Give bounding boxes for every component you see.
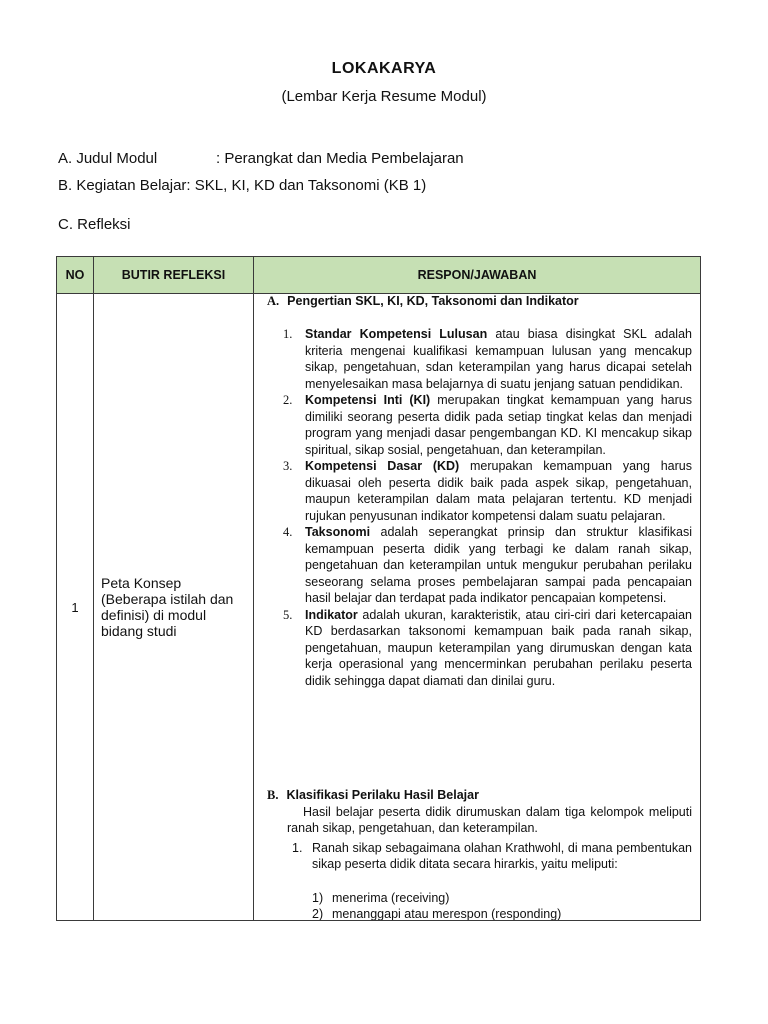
sub-item-number: 1): [312, 891, 324, 905]
list-item: [267, 392, 692, 458]
judul-modul-label: A. Judul Modul: [58, 150, 158, 167]
respon-cell: [254, 294, 701, 921]
header-butir-refleksi: BUTIR REFLEKSI: [94, 257, 254, 294]
judul-modul-value: : Perangkat dan Media Pembelajaran: [216, 150, 464, 167]
kegiatan-belajar-label: B. Kegiatan Belajar: [58, 177, 187, 194]
item-term: Standar Kompetensi Lulusan: [305, 327, 488, 341]
item-term: Indikator: [305, 607, 358, 622]
row-number: 1: [57, 294, 94, 921]
section-b-heading: [267, 788, 479, 803]
section-b-title: Klasifikasi Perilaku Hasil Belajar: [286, 788, 479, 802]
page-subtitle: (Lembar Kerja Resume Modul): [281, 88, 487, 105]
sub-item: [312, 906, 561, 920]
sub-item-text: menanggapi atau merespon (responding): [332, 907, 562, 920]
item-term: Taksonomi: [305, 525, 371, 539]
judul-modul-row: [58, 150, 464, 167]
item-term: Kompetensi Dasar (KD): [305, 459, 460, 473]
section-b-letter: B.: [267, 788, 279, 802]
sub-item-text: menerima (receiving): [332, 891, 450, 905]
list-item: [267, 524, 692, 607]
item-text: adalah seperangkat prinsip dan struktur klasifikasi kemampuan peserta didik yang terbagi ke dalam ranah sikap, pengetahuan dan keterampilan untuk mengukur perubahan perilaku seseorang selama proses pembelajaran sampai pada pencapaian hasil belajar dan terdapat pada indikator pencapaian kompetensi.: [305, 525, 692, 605]
section-b-intro: Hasil belajar peserta didik dirumuskan dalam tiga kelompok meliputi ranah sikap, pengetahuan, dan keterampilan.: [287, 805, 692, 835]
item-text: adalah ukuran, karakteristik, atau ciri-ciri dari ketercapaian KD berdasarkan taksonomi kemampuan baik pada ranah sikap, pengetahuan, maupun keterampilan yang dirumuskan dengan kata kerja operasional yang mencerminkan perubahan perilaku peserta didik sehingga dapat diamati dan dinilai guru.: [305, 607, 692, 688]
item-number: 5.: [283, 607, 293, 622]
table-row: [57, 294, 701, 921]
butir-refleksi-cell: Peta Konsep (Beberapa istilah dan definisi) di modul bidang studi: [94, 294, 254, 921]
definition-list: [267, 326, 692, 689]
table-header-row: [57, 257, 701, 294]
section-a-heading: [267, 294, 579, 309]
item-number: 1.: [283, 327, 293, 341]
item-text: atau biasa disingkat SKL adalah kriteria mengenai kualifikasi kemampuan lulusan yang mencakup sikap, pengetahuan, sdan keterampilan yang harus dicapai setelah menyelesaikan masa belajarnya di suatu jenjang satuan pendidikan.: [305, 327, 692, 391]
list-item: [267, 326, 692, 392]
kegiatan-belajar-value: : SKL, KI, KD dan Taksonomi (KB 1): [186, 177, 427, 194]
item-number: 2.: [283, 393, 293, 407]
kegiatan-belajar-row: [58, 177, 426, 194]
list-item: [267, 458, 692, 524]
item-term: Kompetensi Inti (KI): [305, 393, 431, 407]
ranah-text: Ranah sikap sebagaimana olahan Krathwohl, di mana pembentukan sikap peserta didik ditata secara hirarkis, yaitu meliputi:: [312, 841, 692, 871]
item-number: 4.: [283, 525, 293, 539]
refleksi-table: [56, 256, 701, 921]
sub-item: [312, 890, 449, 906]
ranah-number: 1.: [292, 841, 303, 855]
item-text: merupakan tingkat kemampuan yang harus dimiliki seorang peserta didik pada setiap tingkat kelas dan menjadi program yang menjadi dasar pengembangan KD. KI mencakup sikap spiritual, sikap sosial, pengetahuan, dan keterampilan.: [305, 393, 692, 457]
item-number: 3.: [283, 459, 293, 473]
sub-item-number: 2): [312, 907, 324, 920]
ranah-sikap-item: [292, 840, 692, 872]
refleksi-label: C. Refleksi: [58, 216, 131, 233]
header-respon-jawaban: RESPON/JAWABAN: [254, 257, 701, 294]
section-a-title: Pengertian SKL, KI, KD, Taksonomi dan Indikator: [287, 294, 579, 308]
page-title: LOKAKARYA: [331, 60, 437, 77]
section-a-letter: A.: [267, 294, 280, 308]
list-item: [267, 607, 692, 690]
item-text: merupakan kemampuan yang harus dikuasai oleh peserta didik baik pada aspek sikap, pengetahuan, maupun keterampilan dalam mata pelajaran tertentu. KD menjadi rujukan penyusunan indikator kompetensi dalam suatu pelajaran.: [305, 459, 692, 523]
header-no: NO: [57, 257, 94, 294]
